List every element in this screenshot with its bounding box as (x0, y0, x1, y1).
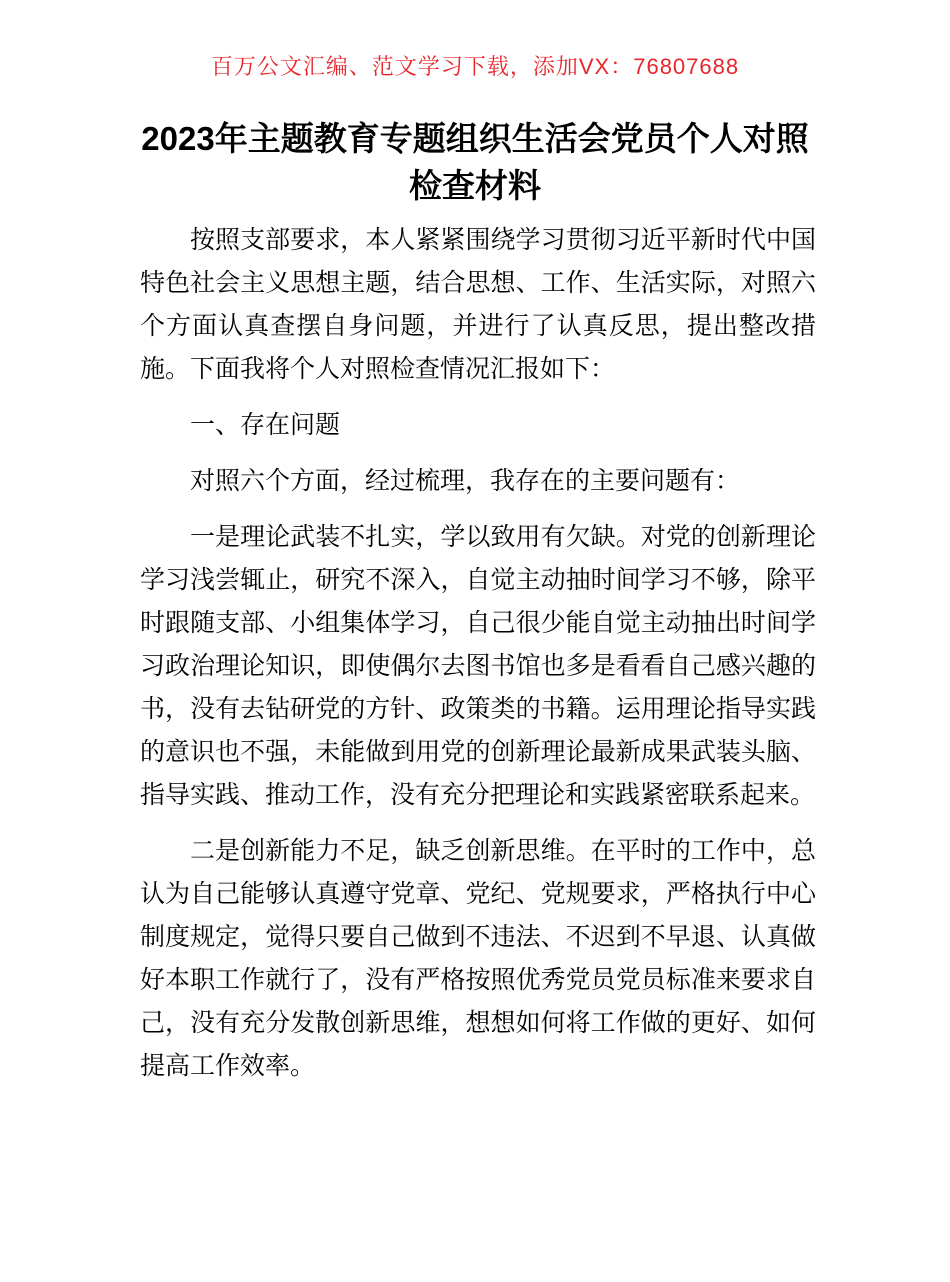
document-title-line2: 检查材料 (409, 167, 541, 204)
document-body (140, 219, 816, 1088)
paragraph-overview: 对照六个方面，经过梳理，我存在的主要问题有： (190, 467, 741, 495)
document-title-line1: 2023年主题教育专题组织生活会党员个人对照 (141, 120, 809, 157)
paragraph-problem-one: 一是理论武装不扎实，学以致用有欠缺。对党的创新理论学习浅尝辄止，研究不深入，自觉主动抽时间学习不够，除平时跟随支部、小组集体学习，自己很少能自觉主动抽出时间学习政治理论知识，即使偶尔去图书馆也多是看看自己感兴趣的书，没有去钻研党的方针、政策类的书籍。运用理论指导实践的意识也不强，未能做到用党的创新理论最新成果武装头脑、指导实践、推动工作，没有充分把理论和实践紧密联系起来。 (140, 523, 816, 809)
promo-header-note: 百万公文汇编、范文学习下载，添加VX：76807688 (210, 54, 740, 79)
section-heading-problems: 一、存在问题 (190, 411, 341, 439)
paragraph-problem-two: 二是创新能力不足，缺乏创新思维。在平时的工作中，总认为自己能够认真遵守党章、党纪、党规要求，严格执行中心制度规定，觉得只要自己做到不违法、不迟到不早退、认真做好本职工作就行了，没有严格按照优秀党员党员标准来要求自己，没有充分发散创新思维，想想如何将工作做的更好、如何提高工作效率。 (140, 837, 816, 1080)
document-title (115, 115, 835, 209)
paragraph-intro: 按照支部要求，本人紧紧围绕学习贯彻习近平新时代中国特色社会主义思想主题，结合思想、工作、生活实际，对照六个方面认真查摆自身问题，并进行了认真反思，提出整改措施。下面我将个人对照检查情况汇报如下： (140, 226, 816, 383)
